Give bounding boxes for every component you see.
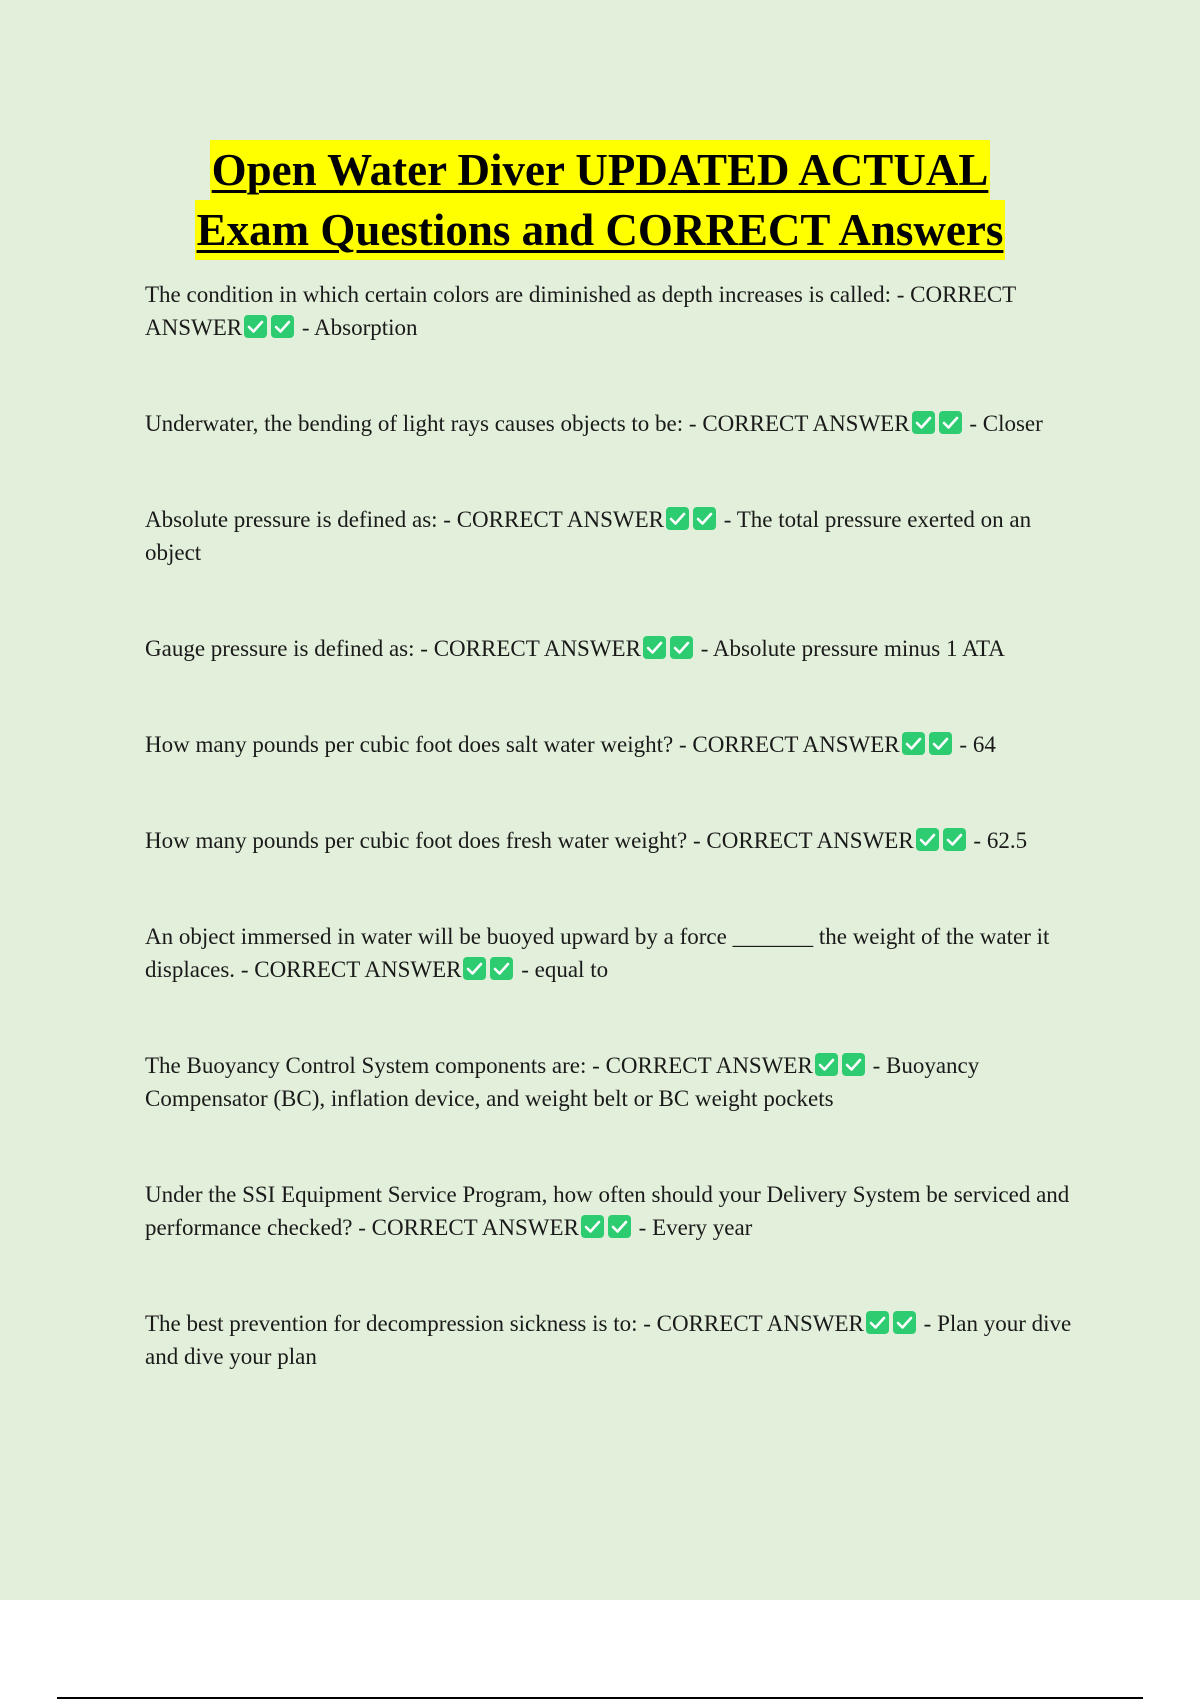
check-mark-icon <box>608 1215 631 1238</box>
answer-text: equal to <box>534 957 609 982</box>
qa-item <box>145 407 1090 440</box>
qa-item <box>145 1049 1090 1115</box>
question-text: Absolute pressure is defined as: <box>145 507 438 532</box>
check-mark-icon <box>929 732 952 755</box>
check-mark-icon <box>893 1311 916 1334</box>
answer-separator: - <box>866 1053 886 1078</box>
correct-answer-marker: - CORRECT ANSWER <box>235 957 462 982</box>
answer-text: 62.5 <box>986 828 1028 853</box>
question-text: An object immersed in water will be buoyed upward by a force _______ the weight of the water it displaces. <box>145 924 1050 982</box>
question-text: Underwater, the bending of light rays causes objects to be: <box>145 411 684 436</box>
check-mark-icon <box>815 1053 838 1076</box>
qa-item <box>145 1307 1090 1373</box>
check-mark-icon <box>943 828 966 851</box>
question-text: The condition in which certain colors are diminished as depth increases is called: <box>145 282 891 307</box>
correct-answer-marker: - CORRECT ANSWER <box>637 1311 864 1336</box>
check-mark-icon <box>939 411 962 434</box>
title-line-2: Exam Questions and CORRECT Answers <box>195 200 1006 260</box>
check-mark-icon <box>902 732 925 755</box>
check-mark-icon <box>670 636 693 659</box>
answer-text: Closer <box>982 411 1043 436</box>
answer-separator: - <box>717 507 737 532</box>
correct-answer-marker: - CORRECT ANSWER <box>145 282 1016 340</box>
check-mark-icon <box>666 507 689 530</box>
answer-separator: - <box>632 1215 653 1240</box>
check-mark-icon <box>643 636 666 659</box>
check-mark-icon <box>916 828 939 851</box>
correct-answer-marker: - CORRECT ANSWER <box>414 636 641 661</box>
answer-separator: - <box>953 732 973 757</box>
qa-item <box>145 632 1090 665</box>
check-mark-icon <box>490 957 513 980</box>
answer-text: Every year <box>652 1215 753 1240</box>
answer-text: Buoyancy Compensator (BC), inflation device, and weight belt or BC weight pockets <box>145 1053 980 1111</box>
correct-answer-marker: - CORRECT ANSWER <box>687 828 914 853</box>
answer-separator: - <box>917 1311 938 1336</box>
check-mark-icon <box>271 315 294 338</box>
question-text: Gauge pressure is defined as: <box>145 636 415 661</box>
qa-item <box>145 824 1090 857</box>
footer-divider <box>57 1697 1143 1699</box>
answer-separator: - <box>296 315 315 340</box>
answer-text: The total pressure exerted on an object <box>145 507 1032 565</box>
question-text: Under the SSI Equipment Service Program, how often should your Delivery System be serviced and performance checked? <box>145 1182 1070 1240</box>
check-mark-icon <box>693 507 716 530</box>
question-text: How many pounds per cubic foot does fresh water weight? <box>145 828 688 853</box>
answer-separator: - <box>963 411 983 436</box>
answer-text: Plan your dive and dive your plan <box>145 1311 1072 1369</box>
qa-item <box>145 920 1090 986</box>
question-text: The best prevention for decompression sickness is to: <box>145 1311 638 1336</box>
answer-separator: - <box>515 957 535 982</box>
qa-item <box>145 278 1090 344</box>
check-mark-icon <box>912 411 935 434</box>
title-line-1: Open Water Diver UPDATED ACTUAL <box>210 140 991 200</box>
correct-answer-marker: - CORRECT ANSWER <box>586 1053 813 1078</box>
check-mark-icon <box>463 957 486 980</box>
answer-text: 64 <box>972 732 996 757</box>
answer-separator: - <box>967 828 987 853</box>
correct-answer-marker: - CORRECT ANSWER <box>437 507 664 532</box>
qa-item <box>145 503 1090 569</box>
correct-answer-marker: - CORRECT ANSWER <box>683 411 910 436</box>
answer-text: Absolute pressure minus 1 ATA <box>712 636 1005 661</box>
check-mark-icon <box>581 1215 604 1238</box>
question-text: How many pounds per cubic foot does salt water weight? <box>145 732 674 757</box>
question-text: The Buoyancy Control System components are: <box>145 1053 587 1078</box>
correct-answer-marker: - CORRECT ANSWER <box>673 732 900 757</box>
check-mark-icon <box>842 1053 865 1076</box>
question-answer-list <box>145 278 1090 1436</box>
check-mark-icon <box>866 1311 889 1334</box>
answer-text: Absorption <box>314 315 418 340</box>
qa-item <box>145 728 1090 761</box>
answer-separator: - <box>694 636 713 661</box>
check-mark-icon <box>244 315 267 338</box>
correct-answer-marker: - CORRECT ANSWER <box>352 1215 579 1240</box>
qa-item <box>145 1178 1090 1244</box>
document-title <box>0 140 1200 260</box>
